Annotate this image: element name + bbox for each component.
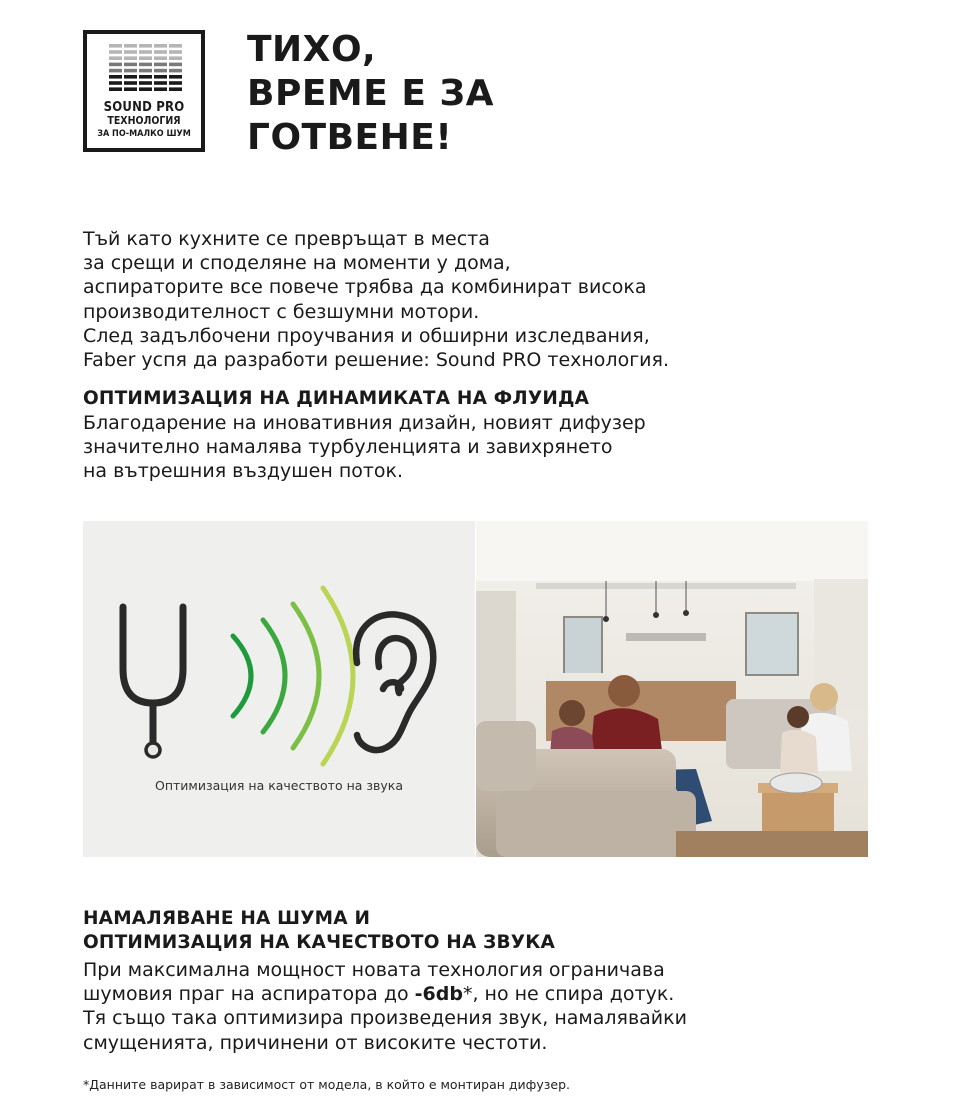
section1-paragraph [83,411,646,484]
logo-line-1: SOUND PRO [103,100,185,115]
sound-wave-arc [293,604,319,748]
section2-heading [83,907,555,955]
sound-wave-icon [233,588,353,764]
section1-heading [83,387,589,411]
sound-wave-arc [233,636,251,716]
logo-line-2: ТЕХНОЛОГИЯ [107,115,181,127]
section2-heading-line: ОПТИМИЗАЦИЯ НА КАЧЕСТВОТО НА ЗВУКА [83,932,556,954]
section2-line: Тя също така оптимизира произведения звук, намалявайки [83,1007,687,1030]
section2-line: смущенията, причинени от високите честоти. [83,1031,548,1054]
family-kitchen-photo [476,521,868,857]
intro-line: аспираторите все повече трябва да комбинират висока [83,276,647,299]
sound-wave-arc [263,620,285,732]
intro-line: за срещи и споделяне на моменти у дома, [83,252,511,275]
logo-line-3: ЗА ПО-МАЛКО ШУМ [97,129,191,139]
section2-heading-line: НАМАЛЯВАНЕ НА ШУМА И [83,908,371,929]
section1-line: значително намалява турбуленцията и завихрянето [83,436,613,459]
intro-line: производителност с безшумни мотори. [83,300,480,323]
section2-paragraph [83,958,687,1055]
noise-reduction-value: -6db [414,983,463,1006]
intro-line: Faber успя да разработи решение: Sound PRO технология. [83,349,670,372]
sound-wave-arc [323,588,353,764]
sound-illustration-panel [83,521,475,857]
headline-line: ВРЕМЕ Е ЗА [247,73,494,114]
page-headline [247,28,494,160]
ear-icon [356,614,433,750]
illustration-caption: Оптимизация на качеството на звука [155,778,403,793]
intro-line: След задълбочени проучвания и обширни изследвания, [83,324,650,347]
section1-line: на вътрешния въздушен поток. [83,460,404,483]
headline-line: ТИХО, [247,29,377,70]
section2-line: При максимална мощност новата технология ограничава [83,959,665,981]
section2-line2-post: *, но не спира дотук. [462,983,675,1006]
footnote: *Данните варират в зависимост от модела, в който е монтиран дифузер. [83,1077,570,1092]
sound-pro-logo [83,30,205,152]
section2-line2-pre: шумовия праг на аспиратора до [83,983,415,1006]
tuning-fork-icon [123,607,183,757]
intro-line: Тъй като кухните се превръщат в места [83,228,490,250]
section1-heading-text: ОПТИМИЗАЦИЯ НА ДИНАМИКАТА НА ФЛУИДА [83,388,590,409]
section2-line [83,982,687,1006]
headline-line: ГОТВЕНЕ! [247,117,453,158]
intro-paragraph [83,227,669,372]
section1-line: Благодарение на иновативния дизайн, новият дифузер [83,412,646,434]
